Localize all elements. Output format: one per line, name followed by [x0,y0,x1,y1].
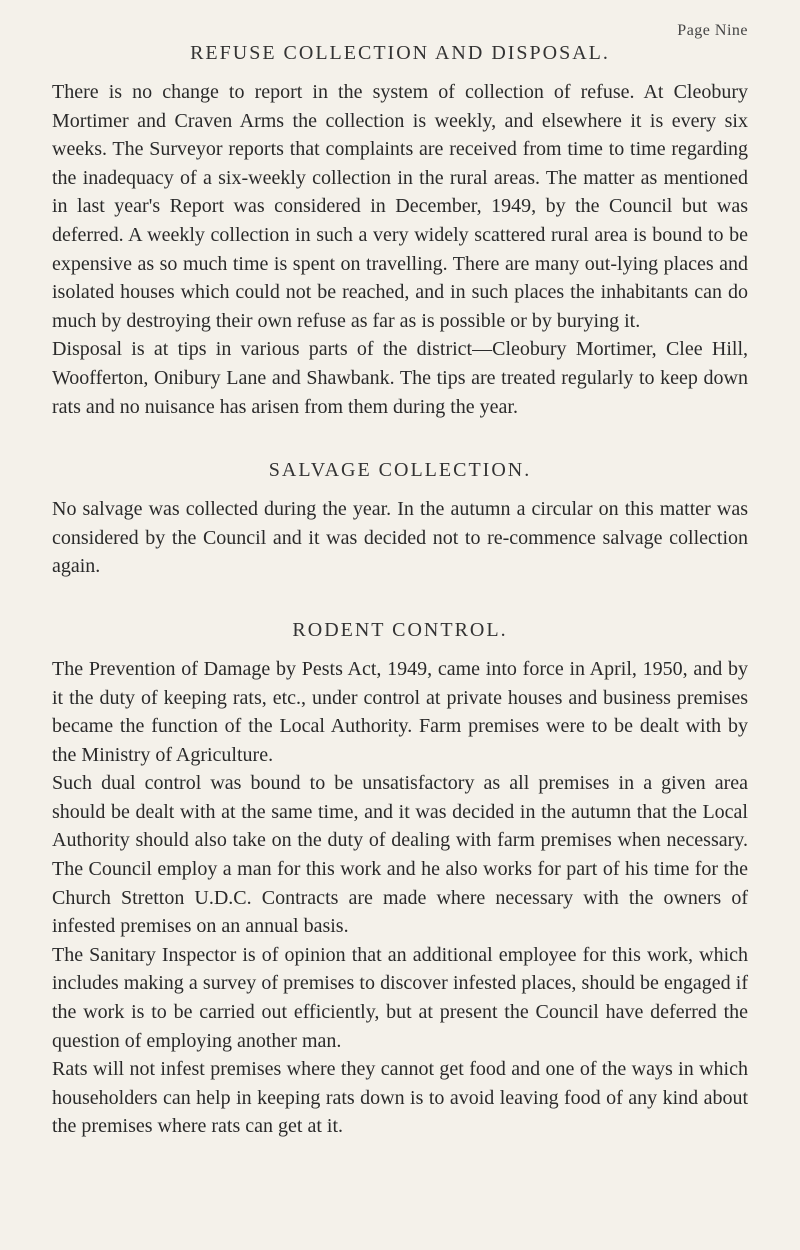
section-heading-refuse: REFUSE COLLECTION AND DISPOSAL. [190,42,610,64]
paragraph-rodent-act: The Prevention of Damage by Pests Act, 1949, came into force in April, 1950, and by it the duty of keeping rats, etc., under control at private houses and business premises became the function of the Local Authority. Farm premises were to be dealt with by the Ministry of Agriculture. [52,657,748,766]
paragraph-rodent-dual-control: Such dual control was bound to be unsatisfactory as all premises in a given area should be dealt with at the same time, and it was decided in the autumn that the Local Authority should also take on the duty of dealing with farm premises when necessary. The Council employ a man for this work and he also works for part of his time for the Church Stretton U.D.C. Contracts are made where necessary with the owners of infested premises on an annual basis. [52,772,748,938]
section-heading-rodent: RODENT CONTROL. [292,618,508,641]
paragraph-rodent-food: Rats will not infest premises where they cannot get food and one of the ways in which householders can help in keeping rats down is to avoid leaving food of any kind about the premises where rats can get at it. [52,1058,748,1138]
paragraph-refuse-collection: There is no change to report in the system of collection of refuse. At Cleobury Mortimer and Craven Arms the collection is weekly, and elsewhere it is every six weeks. The Surveyor reports that complaints are received from time to time regarding the inadequacy of a six-weekly collection in the rural areas. The matter as mentioned in last year's Report was considered in December, 1949, by the Council but was deferred. A weekly collection in such a very widely scattered rural area is bound to be expensive as so much time is spent on travelling. There are many out-lying places and isolated houses which could not be reached, and in such places the inhabitants can do much by destroying their own refuse as far as is possible or by burying it. [52,81,748,332]
section-heading-salvage: SALVAGE COLLECTION. [268,459,532,482]
page-number: Page Nine [677,22,748,39]
paragraph-refuse-disposal: Disposal is at tips in various parts of the district—Cleobury Mortimer, Clee Hill, Woofferton, Onibury Lane and Shawbank. The tips are treated regularly to keep down rats and no nuisance has arisen from them during the year. [52,338,748,418]
paragraph-salvage: No salvage was collected during the year. In the autumn a circular on this matter was considered by the Council and it was decided not to re-commence salvage collection again. [52,498,748,578]
document-page [52,22,748,1141]
paragraph-rodent-inspector: The Sanitary Inspector is of opinion that an additional employee for this work, which includes making a survey of premises to discover infested places, should be engaged if the work is to be carried out efficiently, but at present the Council have deferred the question of employing another man. [52,943,748,1052]
